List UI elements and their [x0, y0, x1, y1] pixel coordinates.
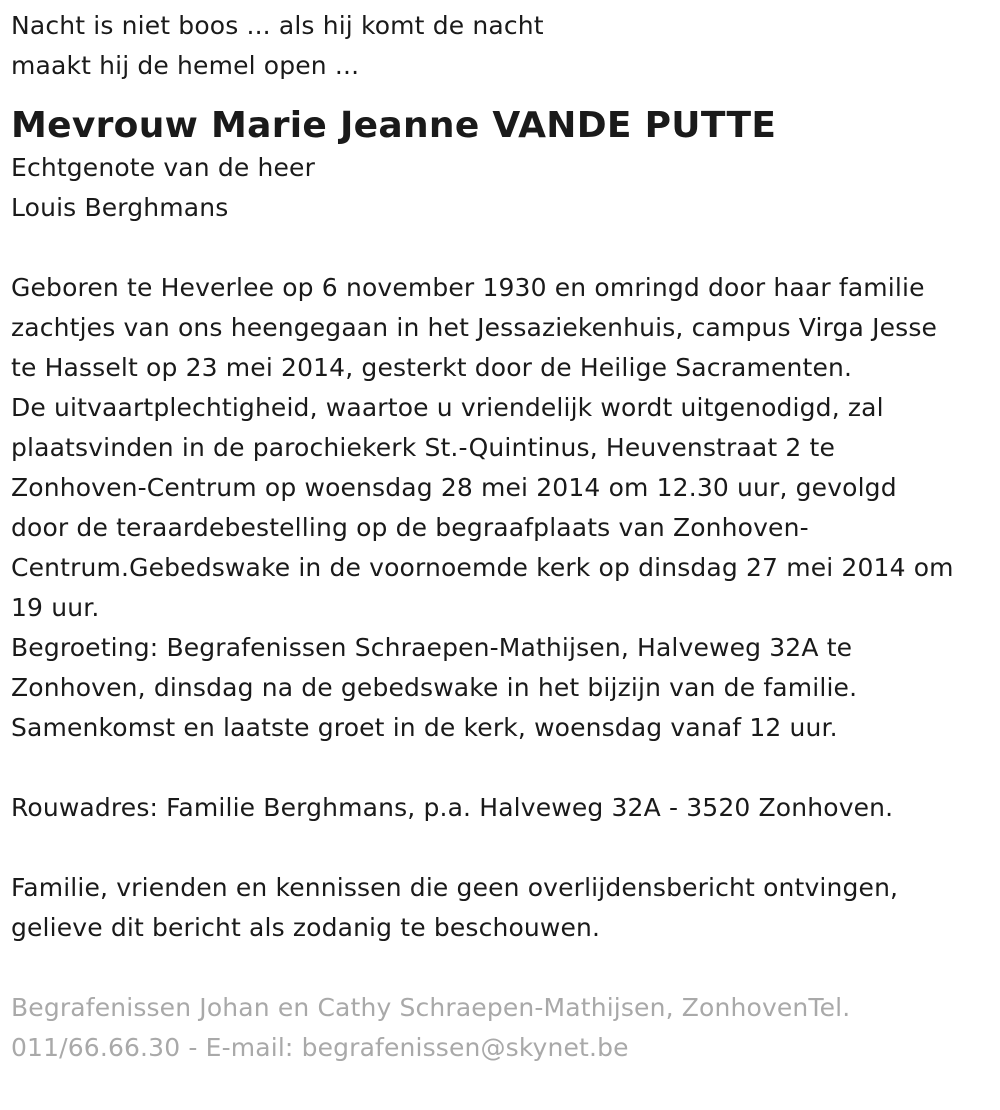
footer-line: 011/66.66.30 - E-mail: begrafenissen@skynet.be — [11, 1033, 629, 1062]
footer-line: Begrafenissen Johan en Cathy Schraepen-Mathijsen, ZonhovenTel. — [11, 993, 851, 1022]
body-line: door de teraardebestelling op de begraafplaats van Zonhoven- — [11, 513, 809, 542]
body-line: plaatsvinden in de parochiekerk St.-Quintinus, Heuvenstraat 2 te — [11, 433, 836, 462]
closing-line: Familie, vrienden en kennissen die geen overlijdensbericht ontvingen, — [11, 873, 899, 902]
body-line: Zonhoven, dinsdag na de gebedswake in het bijzijn van de familie. — [11, 673, 858, 702]
body-line: Zonhoven-Centrum op woensdag 28 mei 2014 om 12.30 uur, gevolgd — [11, 473, 897, 502]
body-line: Geboren te Heverlee op 6 november 1930 en omringd door haar familie — [11, 273, 925, 302]
poem-line: maakt hij de hemel open ... — [11, 51, 360, 80]
deceased-name: Mevrouw Marie Jeanne VANDE PUTTE — [11, 105, 777, 146]
body-line: Centrum.Gebedswake in de voornoemde kerk op dinsdag 27 mei 2014 om — [11, 553, 954, 582]
spacer — [11, 228, 990, 268]
spacer — [11, 828, 990, 868]
body-line: Begroeting: Begrafenissen Schraepen-Mathijsen, Halveweg 32A te — [11, 633, 853, 662]
spouse-line: Louis Berghmans — [11, 193, 229, 222]
body-line: De uitvaartplechtigheid, waartoe u vriendelijk wordt uitgenodigd, zal — [11, 393, 884, 422]
funeral-home-footer — [11, 988, 990, 1068]
spacer — [11, 748, 990, 788]
spacer — [11, 948, 990, 988]
body-line: 19 uur. — [11, 593, 100, 622]
closing-text — [11, 868, 990, 948]
poem-line: Nacht is niet boos ... als hij komt de nacht — [11, 11, 544, 40]
closing-line: gelieve dit bericht als zodanig te beschouwen. — [11, 913, 601, 942]
body-line: te Hasselt op 23 mei 2014, gesterkt door de Heilige Sacramenten. — [11, 353, 853, 382]
spouse-info — [11, 148, 990, 228]
spouse-line: Echtgenote van de heer — [11, 153, 315, 182]
body-line: zachtjes van ons heengegaan in het Jessaziekenhuis, campus Virga Jesse — [11, 313, 938, 342]
body-text — [11, 268, 990, 748]
mourning-address: Rouwadres: Familie Berghmans, p.a. Halveweg 32A - 3520 Zonhoven. — [11, 793, 894, 822]
body-line: Samenkomst en laatste groet in de kerk, woensdag vanaf 12 uur. — [11, 713, 838, 742]
poem — [11, 6, 990, 86]
